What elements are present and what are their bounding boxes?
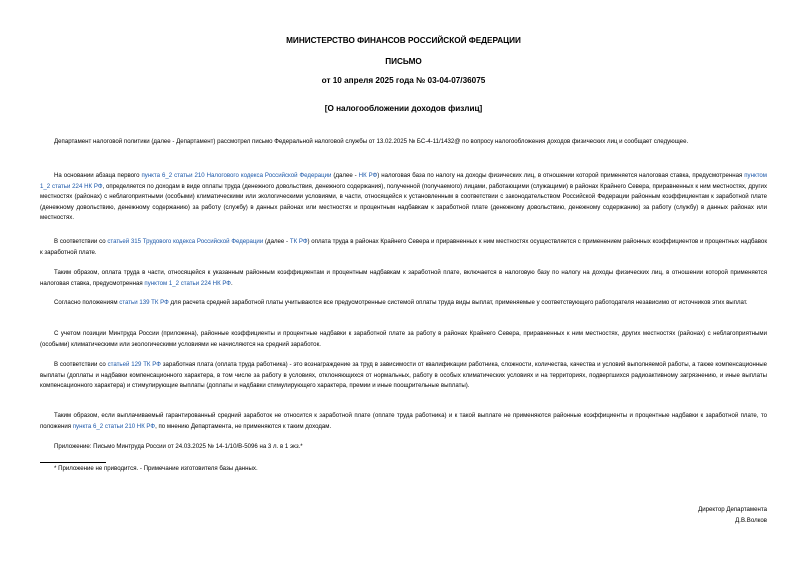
document-type: ПИСЬМО [385, 57, 422, 66]
paragraph-8: Таким образом, если выплачиваемый гарантированный средний заработок не относится к заработной плате (оплате труда работника) и к такой выплате не применяются районные коэффициенты и процентные надбавки к заработной плате, то положения пункта 6_2 статьи 210 НК РФ, по мнению Департамента, не применяются к таким доходам. [40, 412, 767, 430]
signature-position: Директор Департамента [698, 506, 767, 513]
paragraph-5: Согласно положениям статьи 139 ТК РФ для расчета средней заработной платы учитываются все предусмотренные системой оплаты труда виды выплат, применяемые у соответствующего работодателя независимо от источников этих выплат. [54, 299, 748, 306]
link-art139-tk[interactable]: статьи 139 ТК РФ [119, 299, 169, 306]
signature-name: Д.В.Волков [735, 517, 767, 524]
paragraph-6: С учетом позиции Минтруда России (приложена), районные коэффициенты и процентные надбавки к заработной плате за работу в районах Крайнего Севера, приравненных к ним местностях, других местностях (районах) с неблагоприятными (особыми) климатическими или экологическими условиями не начисляются на средний заработок. [40, 330, 767, 348]
link-tk-rf[interactable]: ТК РФ [289, 238, 308, 245]
footnote-divider [40, 462, 106, 463]
ministry-title: МИНИСТЕРСТВО ФИНАНСОВ РОССИЙСКОЙ ФЕДЕРАЦИИ [286, 36, 521, 45]
footnote: * Приложение не приводится. - Примечание изготовителя базы данных. [54, 465, 258, 472]
link-art129-tk[interactable]: статьей 129 ТК РФ [107, 361, 161, 368]
paragraph-7: В соответствии со статьей 129 ТК РФ заработная плата (оплата труда работника) - это вознаграждение за труд в зависимости от квалификации работника, сложности, количества, качества и условий выполняемой работы, а также компенсационные выплаты (доплаты и надбавки компенсационного характера, в том числе за работу в условиях, отклоняющихся от нормальных, работу в особых климатических условиях и на территориях, подвергшихся радиоактивному загрязнению, и иные выплаты компенсационного характера) и стимулирующие выплаты (доплаты и надбавки стимулирующего характера, премии и иные поощрительные выплаты). [40, 361, 767, 389]
link-art210-p6-2-nk[interactable]: пункта 6_2 статьи 210 Налогового кодекса Российской Федерации [141, 172, 332, 179]
link-art210-p6-2-nk-2[interactable]: пункта 6_2 статьи 210 НК РФ [72, 422, 156, 430]
link-art224-p1-2-nk[interactable]: пунктом 1_2 статьи 224 НК РФ [40, 172, 767, 190]
link-art224-p1-2-nk-2[interactable]: пунктом 1_2 статьи 224 НК РФ [144, 279, 231, 287]
link-art315-tk[interactable]: статьей 315 Трудового кодекса Российской Федерации [107, 238, 264, 245]
attachment-line: Приложение: Письмо Минтруда России от 24.03.2025 № 14-1/10/В-5096 на 3 л. в 1 экз.* [54, 443, 303, 450]
paragraph-3: В соответствии со статьей 315 Трудового кодекса Российской Федерации (далее - ТК РФ) оплата труда в районах Крайнего Севера и приравненных к ним местностях осуществляется с применением районных коэффициентов и процентных надбавок к заработной плате. [40, 238, 767, 256]
paragraph-4: Таким образом, оплата труда в части, относящейся к указанным районным коэффициентам и процентным надбавкам к заработной плате, включается в налоговую базу по налогу на доходы физических лиц, в отношении которой применяется налоговая ставка, предусмотренная пунктом 1_2 статьи 224 НК РФ. [40, 269, 767, 287]
link-nk-rf[interactable]: НК РФ [358, 172, 378, 179]
document-date-number: от 10 апреля 2025 года № 03-04-07/36075 [321, 76, 486, 85]
paragraph-1: Департамент налоговой политики (далее - Департамент) рассмотрел письмо Федеральной налоговой службы от 13.02.2025 № БС-4-11/1432@ по вопросу налогообложения доходов физических лиц и сообщает следующее. [54, 138, 689, 145]
paragraph-2: На основании абзаца первого пункта 6_2 статьи 210 Налогового кодекса Российской Федерации (далее - НК РФ) налоговая база по налогу на доходы физических лиц, в отношении которой применяется налоговая ставка, предусмотренная пунктом 1_2 статьи 224 НК РФ, определяется по доходам в виде оплаты труда (денежного довольствия, денежного содержания), полученной (получаемого) лицами, работающими (служащими) в районах Крайнего Севера, приравненных к ним местностях, других местностях (районах) с неблагоприятными (особыми) климатическими или экологическими условиями, в части, относящейся к установленным в соответствии с законодательством Российской Федерации районным коэффициентам к заработной плате (денежному довольствию, денежному содержанию) за работу (службу) в данных районах или местностях и процентным надбавкам к заработной плате (денежному довольствию, денежному содержанию) за работу (службу) в данных районах или местностях. [40, 172, 767, 221]
document-subject: [О налогообложении доходов физлиц] [324, 104, 483, 113]
